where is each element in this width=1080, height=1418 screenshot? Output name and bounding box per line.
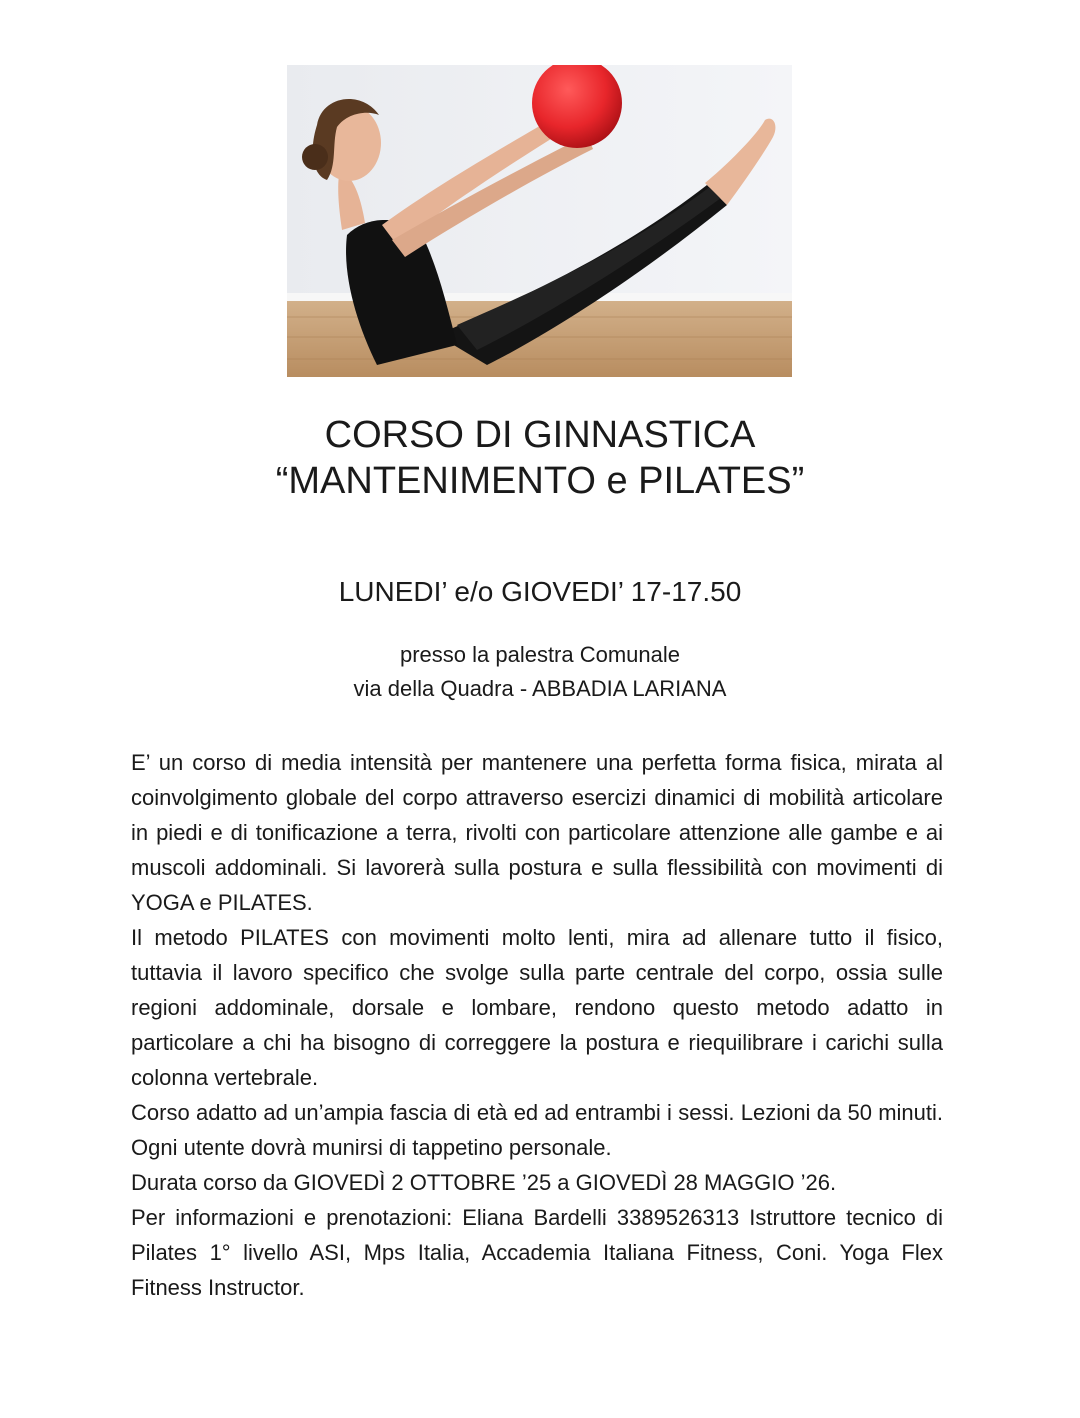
venue-line-2: via della Quadra - ABBADIA LARIANA	[353, 676, 727, 701]
paragraph-contact: Per informazioni e prenotazioni: Eliana Bardelli 3389526313 Istruttore tecnico di Pilates 1° livello ASI, Mps Italia, Accademia Italiana Fitness, Coni. Yoga Flex Fitness Instructor.	[131, 1205, 943, 1300]
venue-line-1: presso la palestra Comunale	[399, 642, 681, 667]
title-line-2: “MANTENIMENTO e PILATES”	[275, 460, 805, 502]
course-description	[131, 745, 943, 1305]
venue	[0, 638, 1080, 706]
paragraph-intro: E’ un corso di media intensità per mantenere una perfetta forma fisica, mirata al coinvolgimento globale del corpo attraverso esercizi dinamici di mobilità articolare in piedi e di tonificazione a terra, rivolti con particolare attenzione alle gambe e ai muscoli addominali. Si lavorerà sulla postura e sulla flessibilità con movimenti di YOGA e PILATES.	[131, 750, 943, 915]
title-line-1: CORSO DI GINNASTICA	[324, 414, 756, 456]
woman-pilates-ball-icon	[287, 65, 792, 377]
paragraph-pilates: Il metodo PILATES con movimenti molto lenti, mira ad allenare tutto il fisico, tuttavia il lavoro specifico che svolge sulla parte centrale del corpo, ossia sulle regioni addominale, dorsale e lombare, rendono questo metodo adatto in particolare a chi ha bisogno di correggere la postura e riequilibrare i carichi sulla colonna vertebrale.	[131, 925, 943, 1090]
pilates-photo	[287, 65, 792, 377]
paragraph-duration: Durata corso da GIOVEDÌ 2 OTTOBRE ’25 a GIOVEDÌ 28 MAGGIO ’26.	[131, 1170, 837, 1195]
paragraph-audience: Corso adatto ad un’ampia fascia di età ed ad entrambi i sessi. Lezioni da 50 minuti. Ogni utente dovrà munirsi di tappetino personale.	[131, 1100, 943, 1160]
schedule: LUNEDI’ e/o GIOVEDI’ 17-17.50	[338, 576, 742, 607]
page-title	[0, 412, 1080, 504]
